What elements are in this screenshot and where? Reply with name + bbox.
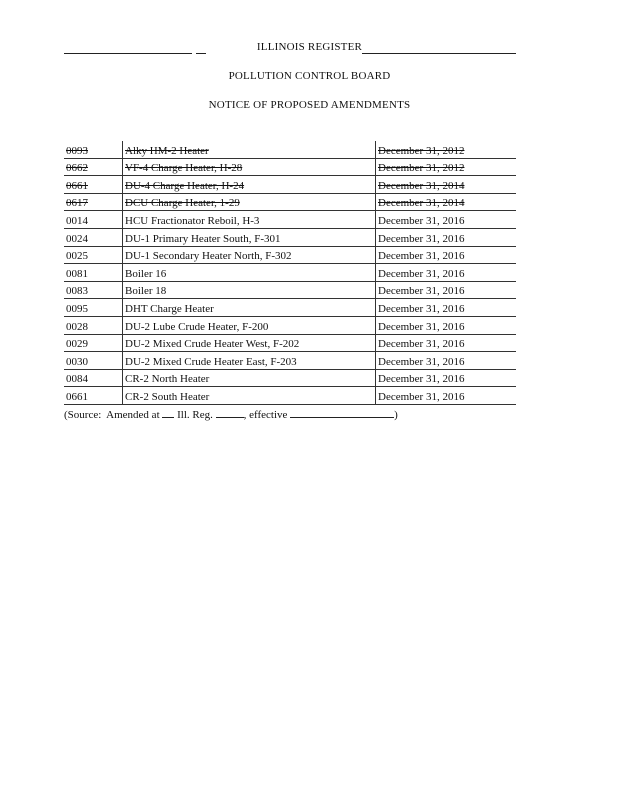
date-cell xyxy=(376,352,517,370)
date-cell-text: December 31, 2016 xyxy=(378,373,465,386)
description-cell xyxy=(123,369,376,387)
description-cell xyxy=(123,158,376,176)
date-cell-text: December 31, 2012 xyxy=(378,162,465,175)
table-row xyxy=(64,176,516,194)
description-cell-text: DU-2 Lube Crude Heater, F-200 xyxy=(125,320,269,333)
description-cell xyxy=(123,387,376,405)
description-cell-text: Boiler 18 xyxy=(125,285,167,298)
description-cell xyxy=(123,228,376,246)
description-cell-text: DU-2 Mixed Crude Heater East, F-203 xyxy=(125,355,297,368)
date-cell-text: December 31, 2016 xyxy=(378,232,465,245)
date-cell xyxy=(376,387,517,405)
table-row xyxy=(64,369,516,387)
code-cell-text: 0661 xyxy=(66,179,88,192)
date-cell-text: December 31, 2016 xyxy=(378,320,465,333)
table-row xyxy=(64,316,516,334)
description-cell xyxy=(123,316,376,334)
code-cell xyxy=(64,369,123,387)
date-cell xyxy=(376,228,517,246)
description-cell-text: CR-2 North Heater xyxy=(125,373,210,386)
code-cell-text: 0083 xyxy=(66,285,88,298)
description-cell xyxy=(123,246,376,264)
date-cell xyxy=(376,264,517,282)
table-row xyxy=(64,387,516,405)
description-cell xyxy=(123,299,376,317)
source-close: ) xyxy=(394,409,398,421)
code-cell xyxy=(64,387,123,405)
page-blank xyxy=(216,407,244,418)
table-row xyxy=(64,211,516,229)
date-cell-text: December 31, 2016 xyxy=(378,390,465,403)
heater-schedule-table xyxy=(64,141,516,405)
date-cell xyxy=(376,316,517,334)
description-cell-text: Boiler 16 xyxy=(125,267,167,280)
description-cell xyxy=(123,264,376,282)
header-rule-left-short xyxy=(196,53,206,54)
code-cell-text: 0014 xyxy=(66,214,88,227)
code-cell-text: 0029 xyxy=(66,338,88,351)
source-amended-at: Amended at xyxy=(106,409,160,421)
date-cell xyxy=(376,158,517,176)
code-cell xyxy=(64,246,123,264)
description-cell xyxy=(123,176,376,194)
description-cell-text: DU-1 Primary Heater South, F-301 xyxy=(125,232,281,245)
date-cell-text: December 31, 2016 xyxy=(378,285,465,298)
description-cell xyxy=(123,281,376,299)
description-cell-text: DU-2 Mixed Crude Heater West, F-202 xyxy=(125,338,300,351)
source-effective: , effective xyxy=(243,409,288,421)
table-row xyxy=(64,158,516,176)
code-cell xyxy=(64,316,123,334)
table-row xyxy=(64,141,516,158)
code-cell xyxy=(64,352,123,370)
date-cell xyxy=(376,211,517,229)
code-cell-text: 0081 xyxy=(66,267,88,280)
description-cell xyxy=(123,352,376,370)
code-cell-text: 0095 xyxy=(66,302,88,315)
register-title: ILLINOIS REGISTER xyxy=(256,41,363,53)
description-cell-text: DHT Charge Heater xyxy=(125,302,214,315)
agency-title: POLLUTION CONTROL BOARD xyxy=(228,70,391,82)
date-cell-text: December 31, 2016 xyxy=(378,338,465,351)
header-rule-right xyxy=(362,53,516,54)
code-cell-text: 0093 xyxy=(66,144,88,157)
date-cell-text: December 31, 2014 xyxy=(378,197,465,210)
description-cell-text: DCU Charge Heater, 1-29 xyxy=(125,197,240,210)
description-cell xyxy=(123,334,376,352)
date-cell-text: December 31, 2016 xyxy=(378,355,465,368)
date-cell xyxy=(376,176,517,194)
date-cell xyxy=(376,141,517,158)
code-cell xyxy=(64,211,123,229)
table-row xyxy=(64,281,516,299)
effective-date-blank xyxy=(290,407,394,418)
code-cell xyxy=(64,228,123,246)
date-cell-text: December 31, 2016 xyxy=(378,214,465,227)
date-cell xyxy=(376,246,517,264)
code-cell xyxy=(64,176,123,194)
source-reg: Ill. Reg. xyxy=(177,409,213,421)
date-cell-text: December 31, 2012 xyxy=(378,144,465,157)
date-cell xyxy=(376,299,517,317)
table-row xyxy=(64,228,516,246)
date-cell-text: December 31, 2016 xyxy=(378,302,465,315)
description-cell-text: VF-4 Charge Heater, H-28 xyxy=(125,162,243,175)
description-cell-text: DU-4 Charge Heater, H-24 xyxy=(125,179,245,192)
table-row xyxy=(64,352,516,370)
code-cell-text: 0662 xyxy=(66,162,88,175)
date-cell-text: December 31, 2016 xyxy=(378,267,465,280)
date-cell xyxy=(376,281,517,299)
date-cell-text: December 31, 2016 xyxy=(378,250,465,263)
code-cell-text: 0030 xyxy=(66,355,88,368)
table-row xyxy=(64,246,516,264)
code-cell-text: 0024 xyxy=(66,232,88,245)
notice-title: NOTICE OF PROPOSED AMENDMENTS xyxy=(208,99,411,111)
description-cell-text: CR-2 South Heater xyxy=(125,390,210,403)
description-cell-text: HCU Fractionator Reboil, H-3 xyxy=(125,214,260,227)
code-cell xyxy=(64,334,123,352)
code-cell-text: 0617 xyxy=(66,197,88,210)
date-cell xyxy=(376,369,517,387)
description-cell-text: Alky HM-2 Heater xyxy=(125,144,209,157)
code-cell xyxy=(64,281,123,299)
table-row xyxy=(64,299,516,317)
header-rule-left xyxy=(64,53,192,54)
volume-blank xyxy=(162,407,174,418)
code-cell-text: 0084 xyxy=(66,373,88,386)
table-body xyxy=(64,141,516,404)
date-cell xyxy=(376,334,517,352)
date-cell xyxy=(376,193,517,211)
description-cell xyxy=(123,141,376,158)
code-cell xyxy=(64,141,123,158)
table-row xyxy=(64,264,516,282)
code-cell xyxy=(64,299,123,317)
description-cell-text: DU-1 Secondary Heater North, F-302 xyxy=(125,250,292,263)
date-cell-text: December 31, 2014 xyxy=(378,179,465,192)
code-cell xyxy=(64,158,123,176)
description-cell xyxy=(123,211,376,229)
description-cell xyxy=(123,193,376,211)
code-cell xyxy=(64,193,123,211)
code-cell xyxy=(64,264,123,282)
table-row xyxy=(64,193,516,211)
code-cell-text: 0661 xyxy=(66,390,88,403)
source-open: (Source: xyxy=(64,409,102,421)
code-cell-text: 0028 xyxy=(66,320,88,333)
table-row xyxy=(64,334,516,352)
code-cell-text: 0025 xyxy=(66,250,88,263)
source-note xyxy=(64,407,398,421)
